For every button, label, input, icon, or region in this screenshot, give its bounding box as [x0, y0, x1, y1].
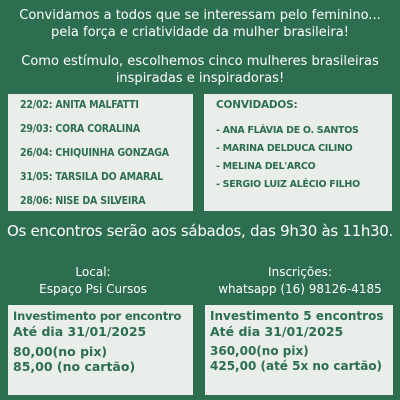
registration-value: whatsapp (16) 98126-4185	[218, 282, 382, 296]
location-label: Local:	[75, 265, 111, 279]
price-pix: 80,00(no pix)	[13, 344, 108, 359]
price-panel-package	[205, 305, 393, 395]
guests-panel	[204, 94, 392, 211]
guests-list	[216, 125, 392, 190]
intro-line-3: Como estímulo, escolhemos cinco mulheres brasileiras	[21, 54, 379, 69]
schedule-item: 28/06: NISE DA SILVEIRA	[20, 195, 146, 207]
guest-item: - MARINA DELDUCA CILINO	[216, 143, 353, 154]
schedule-item: 31/05: TARSILA DO AMARAL	[20, 171, 163, 183]
registration-block	[200, 264, 400, 298]
price-heading: Investimento por encontro	[13, 309, 182, 323]
guest-item: - ANA FLÁVIA DE O. SANTOS	[216, 125, 359, 136]
guest-item: - SERGIO LUIZ ALÉCIO FILHO	[216, 179, 360, 190]
guests-title: CONVIDADOS:	[216, 99, 298, 111]
schedule-list	[20, 99, 193, 207]
intro-line-2: pela força e criatividade da mulher brasileira!	[51, 25, 349, 40]
location-value: Espaço Psi Cursos	[39, 282, 147, 296]
price-deadline: Até dia 31/01/2025	[210, 324, 344, 339]
intro-line-1: Convidamos a todos que se interessam pelo feminino...	[19, 8, 381, 23]
price-card: 85,00 (no cartão)	[13, 359, 136, 374]
intro-line-4: inspiradas e inspiradoras!	[115, 71, 285, 86]
schedule-panel	[8, 94, 193, 211]
schedule-item: 22/02: ANITA MALFATTI	[20, 99, 139, 111]
intro-invitation	[0, 7, 400, 41]
price-heading: Investimento 5 encontros	[210, 309, 384, 323]
guest-item: - MELINA DEL'ARCO	[216, 161, 316, 172]
price-card: 425,00 (até 5x no cartão)	[210, 359, 383, 373]
meetings-schedule: Os encontros serão aos sábados, das 9h30 às 11h30.	[6, 222, 394, 240]
price-panel-single	[8, 305, 193, 395]
location-block	[0, 264, 186, 298]
intro-stimulus	[0, 53, 400, 87]
price-deadline: Até dia 31/01/2025	[13, 324, 147, 339]
schedule-item: 29/03: CORA CORALINA	[20, 123, 140, 135]
schedule-item: 26/04: CHIQUINHA GONZAGA	[20, 147, 169, 159]
registration-label: Inscrições:	[268, 265, 332, 279]
price-pix: 360,00(no pix)	[210, 344, 309, 358]
